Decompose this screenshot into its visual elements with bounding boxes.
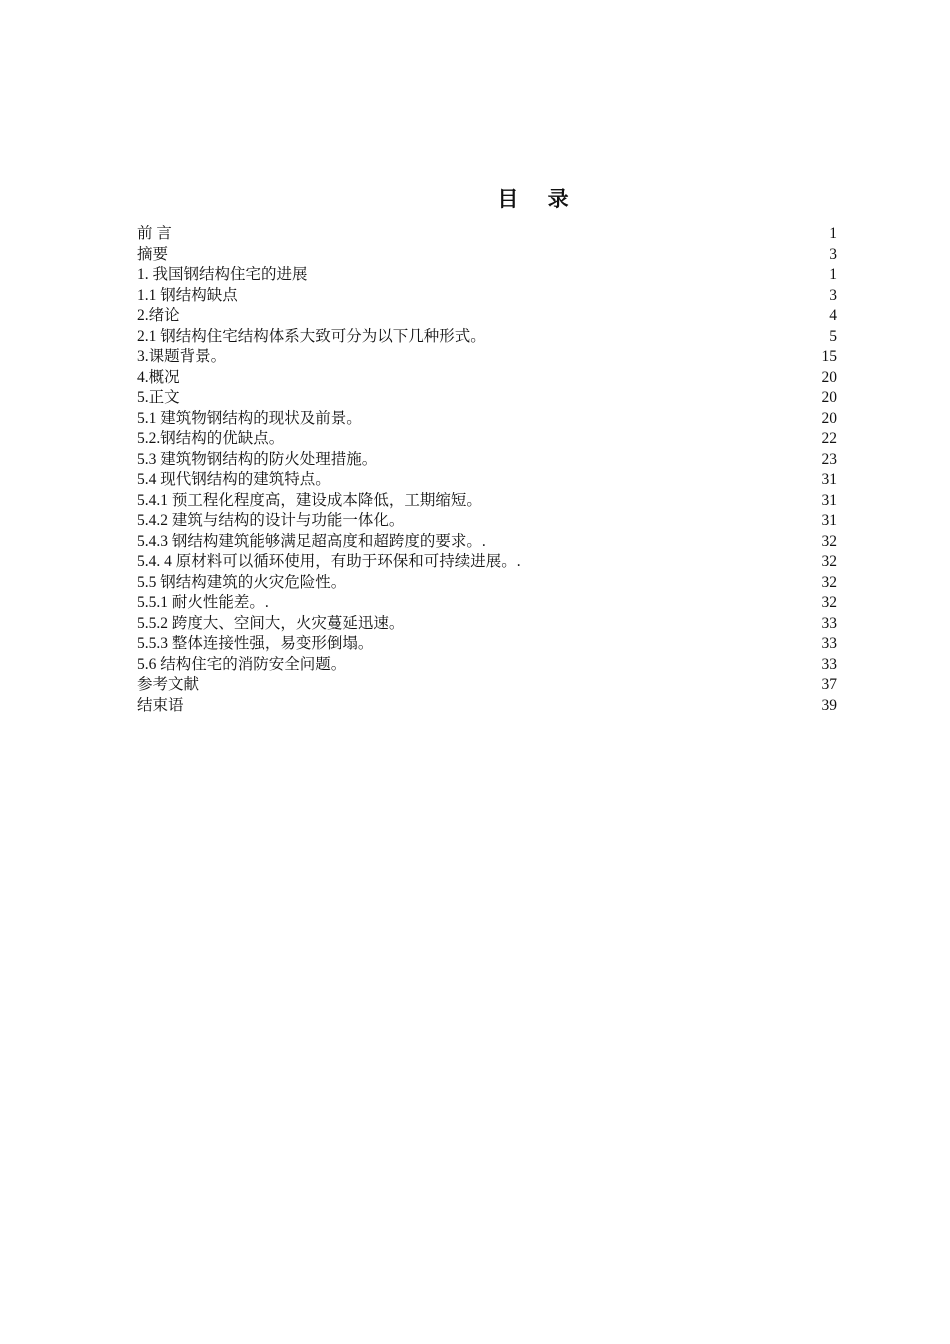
toc-entry-page: 20 xyxy=(821,389,837,406)
toc-entry-page: 32 xyxy=(821,553,837,570)
toc-entry-label: 参考文献 xyxy=(137,676,200,693)
toc-entry xyxy=(137,593,837,614)
toc-entry-page: 22 xyxy=(821,430,837,447)
toc-title: 目 录 xyxy=(497,187,569,211)
toc-entry xyxy=(137,347,837,368)
toc-entry-page: 33 xyxy=(821,614,837,632)
toc-entry xyxy=(137,655,837,676)
toc-entry xyxy=(137,634,837,655)
toc-entry-label: 5.5 钢结构建筑的火灾危险性。 xyxy=(137,573,347,591)
toc-entry-page: 20 xyxy=(821,368,837,386)
toc-entry xyxy=(137,552,837,573)
toc-entry-label: 5.2.钢结构的优缺点。 xyxy=(137,430,285,447)
toc-entry-page: 31 xyxy=(821,491,837,509)
toc-entry-page: 31 xyxy=(821,512,837,529)
toc-entry-page: 3 xyxy=(829,286,837,304)
toc-entry xyxy=(137,614,837,635)
toc-entry-page: 33 xyxy=(821,635,837,652)
toc-entry-label: 4.概况 xyxy=(137,368,180,386)
toc-entry-label: 摘要 xyxy=(137,245,169,263)
toc-entry-label: 5.4.2 建筑与结构的设计与功能一体化。 xyxy=(137,512,405,529)
toc-entry-label: 5.4 现代钢结构的建筑特点。 xyxy=(137,471,331,488)
toc-entry xyxy=(137,470,837,491)
toc-entry-label: 5.5.1 耐火性能差。. xyxy=(137,594,269,611)
toc-entry xyxy=(137,511,837,532)
toc-entry xyxy=(137,245,837,266)
toc-entry-label: 5.6 结构住宅的消防安全问题。 xyxy=(137,655,347,673)
toc-entry-label: 5.4.3 钢结构建筑能够满足超高度和超跨度的要求。. xyxy=(137,532,486,550)
toc-entry-label: 2.1 钢结构住宅结构体系大致可分为以下几种形式。 xyxy=(137,327,486,345)
toc-entry xyxy=(137,491,837,512)
toc-entry xyxy=(137,573,837,594)
toc-entry-label: 1.1 钢结构缺点 xyxy=(137,286,238,304)
toc-entry-page: 23 xyxy=(821,450,837,468)
toc-entry-page: 5 xyxy=(829,327,837,345)
toc-entry-label: 5.正文 xyxy=(137,389,180,406)
toc-entry xyxy=(137,532,837,553)
toc-entry xyxy=(137,327,837,348)
toc-entry xyxy=(137,450,837,471)
toc-entry-page: 15 xyxy=(821,348,837,365)
toc-entry-label: 2.绪论 xyxy=(137,307,180,324)
toc-entry xyxy=(137,388,837,409)
toc-entry-label: 5.4. 4 原材料可以循环使用，有助于环保和可持续进展。. xyxy=(137,553,521,570)
toc-entry xyxy=(137,409,837,430)
toc-entry-page: 39 xyxy=(821,696,837,714)
toc-entry-page: 3 xyxy=(829,245,837,263)
toc-entry-label: 5.4.1 预工程化程度高，建设成本降低，工期缩短。 xyxy=(137,491,482,509)
toc-entry xyxy=(137,224,837,245)
toc-entry-page: 33 xyxy=(821,655,837,673)
toc-entry-page: 1 xyxy=(829,225,837,242)
toc-entry-label: 结束语 xyxy=(137,696,184,714)
toc-entry xyxy=(137,429,837,450)
toc-entry-page: 37 xyxy=(821,676,837,693)
toc-entry-label: 1. 我国钢结构住宅的进展 xyxy=(137,266,308,283)
toc-entry-page: 32 xyxy=(821,594,837,611)
toc-entry-label: 5.5.3 整体连接性强，易变形倒塌。 xyxy=(137,635,374,652)
toc-entry-label: 5.3 建筑物钢结构的防火处理措施。 xyxy=(137,450,378,468)
toc-entry-page: 31 xyxy=(821,471,837,488)
toc-entry-page: 4 xyxy=(829,307,837,324)
toc-entry-page: 20 xyxy=(821,409,837,427)
toc-entry xyxy=(137,696,837,717)
toc-entry xyxy=(137,265,837,286)
toc-entry xyxy=(137,368,837,389)
toc-entry xyxy=(137,675,837,696)
toc-entry-label: 5.1 建筑物钢结构的现状及前景。 xyxy=(137,409,362,427)
toc-entry-page: 32 xyxy=(821,573,837,591)
toc-list xyxy=(137,224,837,716)
toc-entry-label: 前 言 xyxy=(137,225,172,242)
toc-entry-label: 5.5.2 跨度大、空间大，火灾蔓延迅速。 xyxy=(137,614,405,632)
toc-entry-page: 32 xyxy=(821,532,837,550)
toc-entry-page: 1 xyxy=(829,266,837,283)
toc-entry xyxy=(137,306,837,327)
toc-entry xyxy=(137,286,837,307)
toc-entry-label: 3.课题背景。 xyxy=(137,348,227,365)
